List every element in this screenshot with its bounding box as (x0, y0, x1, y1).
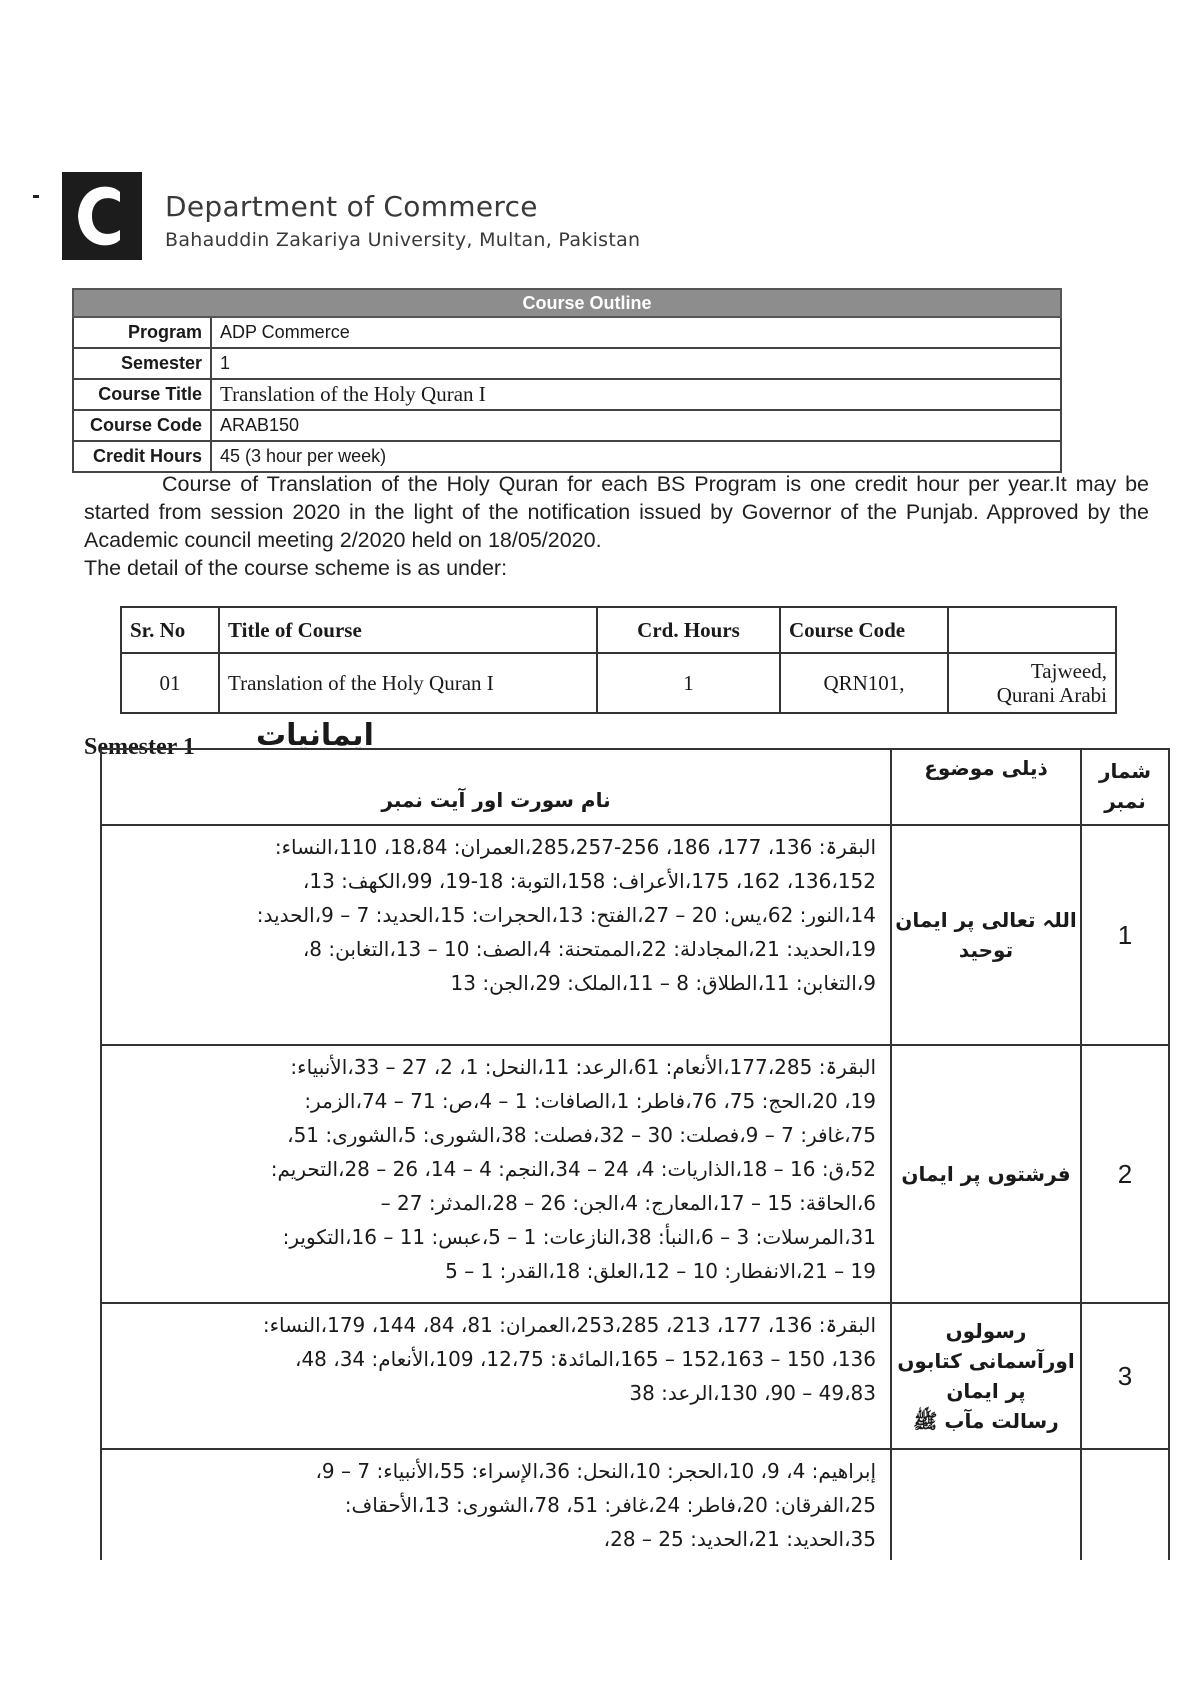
university-name: Bahauddin Zakariya University, Multan, Pakistan (165, 229, 641, 251)
outline-row-credit-hours (72, 442, 1062, 473)
reference-line: البقرۃ: 136، 177، 213، 253،285،العمران: 81، 84، 144، 179،النساء: (262, 1313, 876, 1337)
surah-references (102, 826, 892, 1044)
serial-number: 2 (1082, 1046, 1170, 1302)
table-row (102, 1450, 1170, 1560)
outline-value: Translation of the Holy Quran I (220, 382, 486, 406)
course-description (84, 470, 1149, 582)
header-serial-line-2: نمبر (1104, 789, 1146, 813)
course-table-header (121, 607, 1116, 653)
reference-line: البقرۃ: 136، 177، 186، 256-285،257،العمران: 18،84، 110،النساء: (274, 835, 876, 859)
outline-row-program (72, 318, 1062, 349)
department-header (165, 190, 640, 251)
outline-label: Credit Hours (74, 442, 212, 471)
table-row (102, 1304, 1170, 1450)
sub-topic-line: رسولوں (945, 1319, 1027, 1343)
header-serial-line-1: شمار (1098, 759, 1152, 783)
department-logo (62, 172, 142, 260)
semester-urdu-title: ایمانیات (256, 718, 374, 753)
surah-references (102, 1046, 892, 1302)
sub-topic-line: فرشتوں پر ایمان (901, 1162, 1071, 1186)
header-title-of-course: Title of Course (219, 607, 597, 653)
reference-line: 6،الحاقة: 15 – 17،المعارج: 4،الجن: 26 – 28،المدثر: 27 – (380, 1191, 876, 1215)
cell-extra (948, 653, 1116, 713)
sub-topic-line: توحید (958, 938, 1014, 962)
outline-label: Course Code (74, 411, 212, 440)
sub-topic-line: اورآسمانی کتابوں (897, 1349, 1075, 1373)
sub-topic-line: رسالت مآب ﷺ (913, 1409, 1059, 1433)
reference-line: 75،غافر: 7 – 9،فصلت: 30 – 32،فصلت: 38،الشوری: 5،الشوری: 51، (287, 1123, 876, 1147)
header-course-code: Course Code (780, 607, 948, 653)
reference-line: 31،المرسلات: 3 – 6،النبأ: 38،النازعات: 1 – 5،عبس: 11 – 16،التکویر: (282, 1225, 876, 1249)
outline-value: 45 (3 hour per week) (220, 446, 387, 466)
serial-number (1082, 1450, 1170, 1560)
reference-line: 14،النور: 62،یس: 20 – 27،الفتح: 13،الحجرات: 15،الحدید: 7 – 9،الحدید: (256, 903, 876, 927)
serial-number: 1 (1082, 826, 1170, 1044)
sub-topic (892, 1450, 1082, 1560)
header-blank (948, 607, 1116, 653)
header-credit-hours: Crd. Hours (597, 607, 780, 653)
sub-topic (892, 826, 1082, 1044)
course-outline-title: Course Outline (72, 288, 1062, 318)
reference-line: 49،83 – 90، 130،الرعد: 38 (629, 1381, 876, 1405)
reference-line: 19 – 21،الانفطار: 10 – 12،العلق: 18،القدر: 1 – 5 (445, 1259, 876, 1283)
reference-line: 25،الفرقان: 20،فاطر: 24،غافر: 51، 78،الشوری: 13،الأحقاف: (344, 1493, 876, 1517)
reference-line: البقرۃ: 177،285،الأنعام: 61،الرعد: 11،النحل: 1، 2، 27 – 33،الأنبیاء: (290, 1055, 876, 1079)
header-surah-ayat: نام سورت اور آیت نمبر (102, 750, 892, 824)
reference-line: إبراھیم: 4، 9، 10،الحجر: 10،النحل: 36،الإسراء: 55،الأنبیاء: 7 – 9، (315, 1459, 876, 1483)
sub-topic-line: اللہ تعالی پر ایمان (895, 908, 1077, 932)
header-sr-no: Sr. No (121, 607, 219, 653)
reference-line: 19،الحدید: 21،المجادلة: 22،الممتحنة: 4،الصف: 10 – 13،التغابن: 8، (302, 937, 876, 961)
course-scheme-table (120, 606, 1117, 714)
table-row (102, 1046, 1170, 1304)
course-outline (72, 288, 1062, 473)
sub-topic (892, 1046, 1082, 1302)
outline-label: Course Title (74, 380, 212, 409)
cell-course-code: QRN101, (780, 653, 948, 713)
outline-value: ARAB150 (220, 415, 300, 435)
cell-course-title: Translation of the Holy Quran I (219, 653, 597, 713)
reference-line: 35،الحدید: 21،الحدید: 25 – 28، (603, 1527, 876, 1551)
outline-label: Program (74, 318, 212, 347)
reference-line: 52،ق: 16 – 18،الذاریات: 4، 24 – 34،النجم: 4 – 14، 26 – 28،التحریم: (270, 1157, 876, 1181)
department-name: Department of Commerce (165, 190, 538, 223)
description-text: Course of Translation of the Holy Quran for each BS Program is one credit hour per year.It may be started from session 2020 in the light of the notification issued by Governor of the Punjab. Approved by the Academic council meeting 2/2020 held on 18/05/2020. (84, 472, 1149, 552)
outline-row-course-title (72, 380, 1062, 411)
semester-label: Semester 1 (84, 734, 195, 760)
sub-topic-line: پر ایمان (946, 1379, 1026, 1403)
syllabus-table-header (102, 750, 1170, 826)
outline-row-course-code (72, 411, 1062, 442)
stray-mark (33, 195, 39, 198)
header-serial-number (1082, 750, 1170, 824)
reference-line: 136،152، 162، 175،الأعراف: 158،التوبة: 18-19، 99،الکھف: 13، (302, 869, 876, 893)
header-sub-topic: ذیلی موضوع (892, 750, 1082, 824)
cell-credit-hours: 1 (597, 653, 780, 713)
outline-value: ADP Commerce (220, 322, 350, 342)
cell-sr-no: 01 (121, 653, 219, 713)
outline-label: Semester (74, 349, 212, 378)
serial-number: 3 (1082, 1304, 1170, 1448)
surah-references (102, 1304, 892, 1448)
cell-extra-line-2: Qurani Arabi (996, 683, 1107, 707)
surah-references (102, 1450, 892, 1560)
reference-line: 9،التغابن: 11،الطلاق: 8 – 11،الملک: 29،الجن: 13 (450, 971, 876, 995)
description-scheme-text: The detail of the course scheme is as under: (84, 556, 508, 580)
outline-value: 1 (220, 353, 231, 373)
table-row (102, 826, 1170, 1046)
sub-topic (892, 1304, 1082, 1448)
syllabus-table (100, 748, 1170, 1560)
cell-extra-line-1: Tajweed, (1030, 659, 1107, 683)
reference-line: 136، 150 – 152،163 – 165،المائدۃ: 12،75، 109،الأنعام: 34، 48، (294, 1347, 876, 1371)
outline-row-semester (72, 349, 1062, 380)
reference-line: 19، 20،الحج: 75، 76،فاطر: 1،الصافات: 1 – 4،ص: 71 – 74،الزمر: (304, 1089, 876, 1113)
table-row (121, 653, 1116, 713)
